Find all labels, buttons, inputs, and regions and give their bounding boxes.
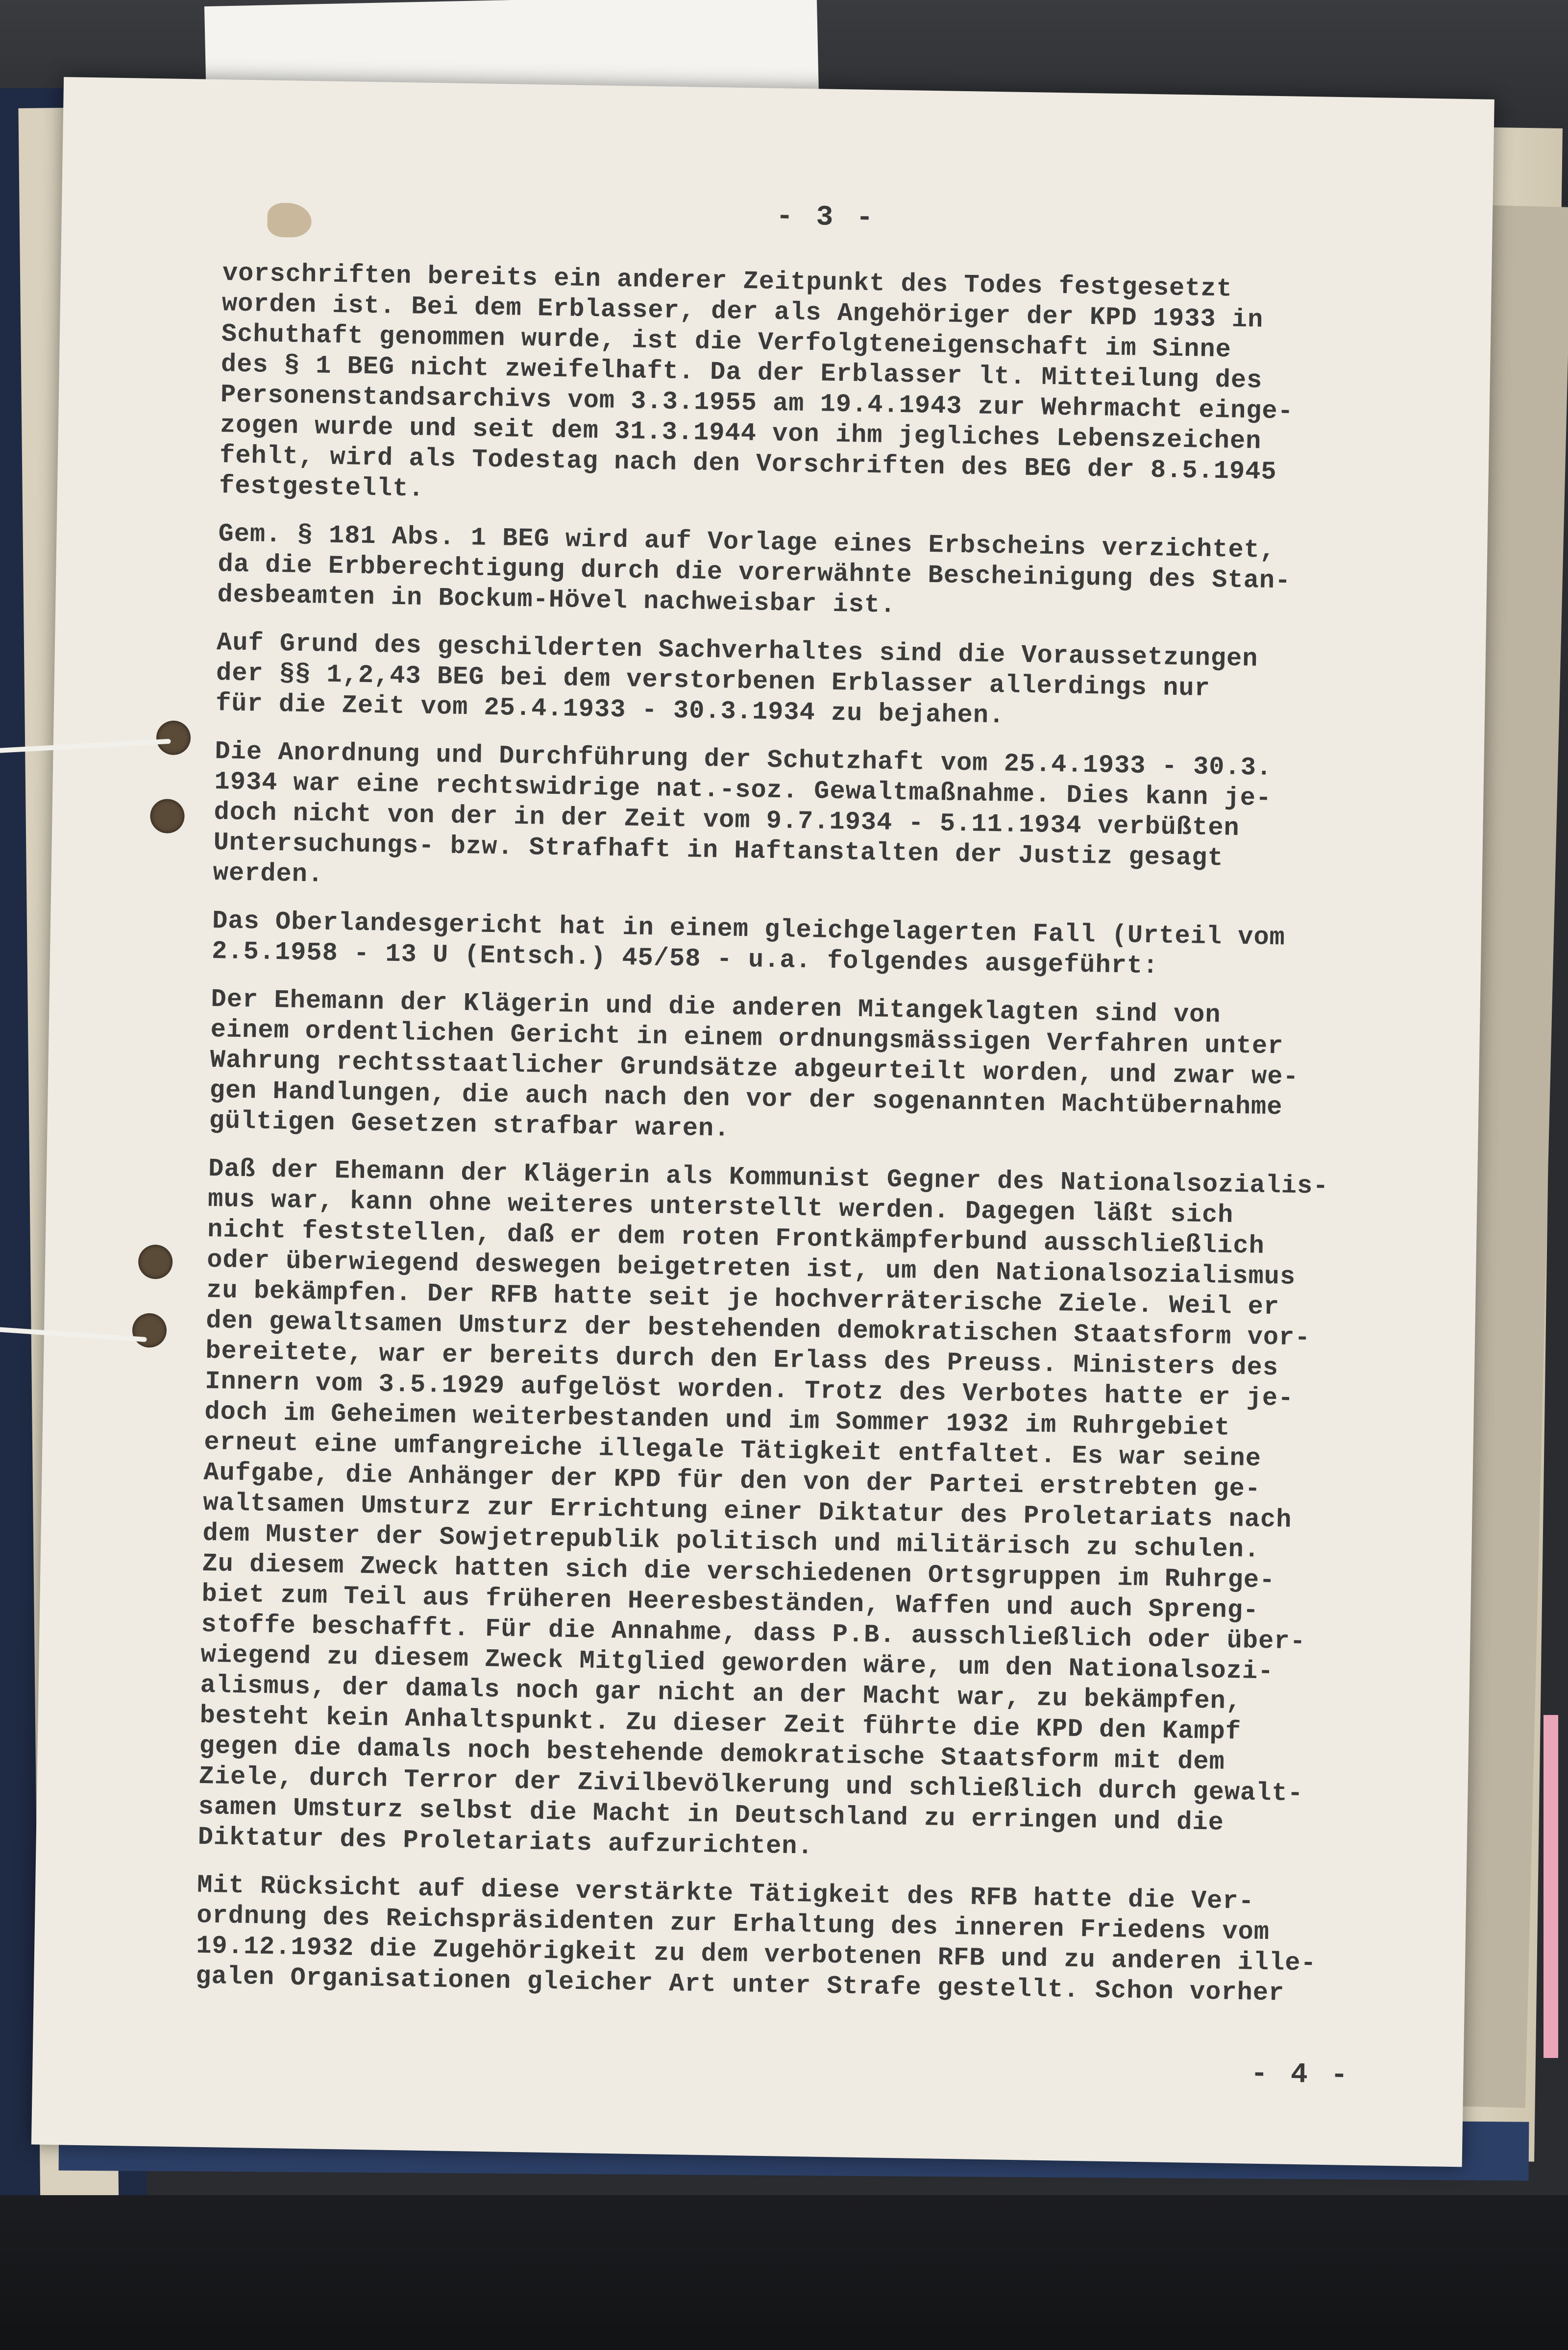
next-page-marker: - 4 - xyxy=(1250,2058,1351,2092)
paragraph: Auf Grund des geschilderten Sachverhaltes sind die Voraussetzungen der §§ 1,2,43 BEG bei dem verstorbenen Erblasser allerdings nur für die Zeit vom 25.4.1933 - 30.3.1934 zu bejahen. xyxy=(215,628,1258,731)
punch-hole xyxy=(150,799,185,833)
quoted-paragraph: Daß der Ehemann der Klägerin als Kommunist Gegner des Nationalsozialis- mus war, kann ohne weiteres unterstellt werden. Dagegen läßt sich nicht feststellen, daß er dem roten Frontkämpferbund ausschließlich oder überwiegend deswegen beigetreten ist, um den Nationalsozialismus zu bekämpfen. Der RFB hatte seit je hochverräterische Ziele. Weil er den gewaltsamen Umsturz der bestehenden demokratischen Staatsform vor- bereitete, war er bereits durch den Erlass des Preuss. Ministers des Innern vom 3.5.1929 aufgelöst worden. Trotz des Verbotes hatte er je- doch im Geheimen weiterbestanden und im Sommer 1932 im Ruhrgebiet erneut eine umfangreiche illegale Tätigkeit entfaltet. Es war seine Aufgabe, die Anhänger der KPD für den von der Partei erstrebten ge- waltsamen Umsturz zur Errichtung einer Diktatur des Proletariats nach dem Muster der Sowjetrepublik politisch und militärisch zu schulen. Zu diesem Zweck hatten sich die verschiedenen Ortsgruppen im Ruhrge- biet zum Teil aus früheren Heeresbeständen, Waffen und auch Spreng- stoffe beschafft. Für die Annahme, dass P.B. ausschließlich oder über- wiegend zu diesem Zweck Mitglied geworden wäre, um den Nationalsozi- alismus, der damals noch gar nicht an der Macht war, zu bekämpfen, besteht kein Anhaltspunkt. Zu dieser Zeit führte die KPD den Kampf gegen die damals noch bestehende demokratische Staatsform mit dem Ziele, durch Terror der Zivilbevölkerung und schließlich durch gewalt- samen Umsturz selbst die Macht in Deutschland zu erringen und die Diktatur des Proletariats aufzurichten. xyxy=(197,1154,1329,1861)
paragraph: Das Oberlandesgericht hat in einem gleichgelagerten Fall (Urteil vom 2.5.1958 - 13 U (Entsch.) 45/58 - u.a. folgendes ausgeführt: xyxy=(211,906,1286,981)
typewritten-page xyxy=(31,77,1494,2167)
pink-tab-marker xyxy=(1544,1715,1558,2058)
quoted-paragraph: Der Ehemann der Klägerin und die anderen Mitangeklagten sind von einem ordentlichen Gericht in einem ordnungsmässigen Verfahren unter Wahrung rechtsstaatlicher Grundsätze abgeurteilt worden, und zwar we- gen Handlungen, die auch nach den vor der sogenannten Machtübernahme gültigen Gesetzen strafbar waren. xyxy=(209,985,1299,1144)
paragraph: Die Anordnung und Durchführung der Schutzhaft vom 25.4.1933 - 30.3. 1934 war eine rechtswidrige nat.-soz. Gewaltmaßnahme. Dies kann je- doch nicht von der in der Zeit vom 9.7.1934 - 5.11.1934 verbüßten Untersuchungs- bzw. Strafhaft in Haftanstalten der Justiz gesagt werden. xyxy=(213,737,1273,889)
paragraph: Gem. § 181 Abs. 1 BEG wird auf Vorlage eines Erbscheins verzichtet, da die Erbberechtigung durch die vorerwähnte Bescheinigung des Stan- desbeamten in Bockum-Hövel nachweisbar ist. xyxy=(217,519,1291,620)
quoted-paragraph: Mit Rücksicht auf diese verstärkte Tätigkeit des RFB hatte die Ver- ordnung des Reichspräsidenten zur Erhaltung des inneren Friedens vom 19.12.1932 die Zugehörigkeit zu dem verbotenen RFB und zu anderen ille- galen Organisationen gleicher Art unter Strafe gestellt. Schon vorher xyxy=(195,1870,1317,2008)
punch-hole xyxy=(156,720,191,755)
paragraph: vorschriften bereits ein anderer Zeitpunkt des Todes festgesetzt worden ist. Bei dem Erblasser, der als Angehöriger der KPD 1933 in Schuthaft genommen wurde, ist die Verfolgteneigenschaft im Sinne des § 1 BEG nicht zweifelhaft. Da der Erblasser lt. Mitteilung des Personenstandsarchivs vom 3.3.1955 am 19.4.1943 zur Wehrmacht einge- zogen wurde und seit dem 31.3.1944 von ihm jegliches Lebenszeichen fehlt, wird als Todestag nach den Vorschriften des BEG der 8.5.1945 festgestellt. xyxy=(219,259,1294,504)
punch-hole xyxy=(132,1313,167,1348)
floor-shadow xyxy=(0,2195,1568,2350)
page-number-header: - 3 - xyxy=(776,200,877,235)
page-body xyxy=(195,192,1429,2028)
punch-hole xyxy=(138,1245,173,1279)
